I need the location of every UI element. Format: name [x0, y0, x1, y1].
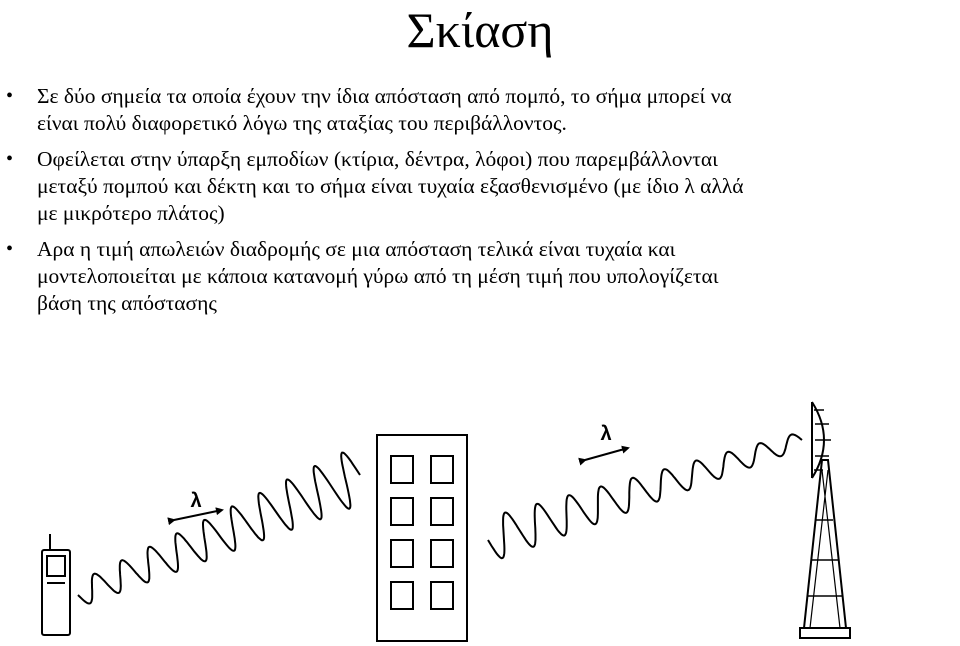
bullet-item [0, 236, 960, 317]
bullet-line: με μικρότερο πλάτος) [37, 201, 225, 225]
bullet-line: • Σε δύο σημεία τα οποία έχουν την ίδια απόσταση από πομπό, το σήμα μπορεί να [37, 84, 732, 108]
building-icon [377, 435, 467, 641]
wavelength-label-right: λ [600, 423, 612, 445]
signal-wave-right [488, 434, 802, 558]
signal-wave-left [78, 453, 360, 604]
wavelength-marker-right [585, 448, 628, 460]
wavelength-label-left: λ [190, 490, 202, 512]
mobile-phone-icon [42, 534, 70, 635]
shadowing-illustration [0, 380, 960, 646]
bullet-line: είναι πολύ διαφορετικό λόγω της αταξίας του περιβάλλοντος. [37, 111, 567, 135]
bullet-line: βάση της απόστασης [37, 291, 217, 315]
antenna-tower-icon [800, 402, 850, 638]
bullet-line: μεταξύ πομπού και δέκτη και το σήμα είναι τυχαία εξασθενισμένο (με ίδιο λ αλλά [37, 174, 744, 198]
bullet-line: • Αρα η τιμή απωλειών διαδρομής σε μια απόσταση τελικά είναι τυχαία και [37, 237, 676, 261]
slide-title: Σκίαση [406, 2, 554, 58]
bullet-line: μοντελοποιείται με κάποια κατανομή γύρω από τη μέση τιμή που υπολογίζεται [37, 264, 719, 288]
bullet-item [0, 83, 960, 137]
bullet-list [0, 83, 960, 326]
bullet-item [0, 146, 960, 227]
bullet-line: • Οφείλεται στην ύπαρξη εμποδίων (κτίρια, δέντρα, λόφοι) που παρεμβάλλονται [37, 147, 718, 171]
